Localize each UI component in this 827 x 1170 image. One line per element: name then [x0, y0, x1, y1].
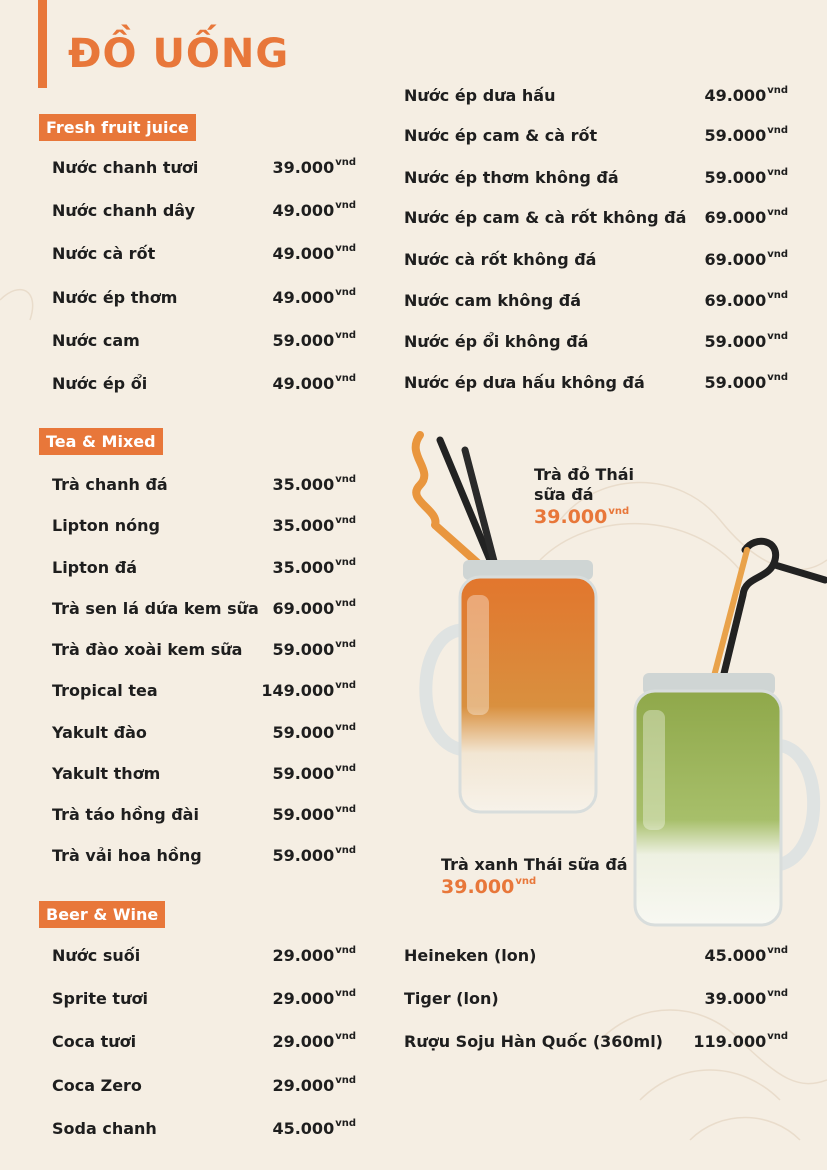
menu-item — [404, 1028, 788, 1056]
item-name: Trà vải hoa hồng — [52, 846, 202, 865]
item-price: $49.000^{vnd}$ — [272, 373, 356, 393]
menu-item — [404, 328, 788, 356]
item-price: $69.000^{vnd}$ — [704, 249, 788, 269]
item-name: Nước ép ổi không đá — [404, 332, 589, 351]
menu-item — [52, 760, 356, 788]
item-price: $59.000^{vnd}$ — [272, 845, 356, 865]
item-price: $29.000^{vnd}$ — [272, 945, 356, 965]
menu-item — [404, 246, 788, 274]
promo-green-thai-tea — [441, 855, 628, 899]
item-price: $59.000^{vnd}$ — [272, 763, 356, 783]
item-price: $59.000^{vnd}$ — [272, 804, 356, 824]
item-price: $59.000^{vnd}$ — [704, 331, 788, 351]
item-name: Soda chanh — [52, 1119, 157, 1138]
item-price: $149.000^{vnd}$ — [261, 680, 356, 700]
menu-item — [404, 164, 788, 192]
item-name: Rượu Soju Hàn Quốc (360ml) — [404, 1032, 663, 1051]
promo-price: $39.000^{vnd}$ — [441, 876, 537, 898]
menu-item — [52, 197, 356, 225]
item-name: Nước suối — [52, 946, 141, 965]
item-price: $49.000^{vnd}$ — [272, 287, 356, 307]
title-accent-bar — [38, 0, 47, 88]
item-price: $59.000^{vnd}$ — [272, 330, 356, 350]
item-name: Trà đào xoài kem sữa — [52, 640, 243, 659]
menu-item — [404, 204, 788, 232]
menu-item — [52, 284, 356, 312]
item-name: Yakult thơm — [52, 764, 161, 783]
menu-item — [52, 595, 356, 623]
item-price: $119.000^{vnd}$ — [693, 1031, 788, 1051]
menu-item — [52, 471, 356, 499]
menu-item — [52, 512, 356, 540]
item-name: Yakult đào — [52, 723, 147, 742]
item-price: $29.000^{vnd}$ — [272, 1031, 356, 1051]
promo-name: Trà đỏ Thái — [534, 465, 635, 484]
item-price: $39.000^{vnd}$ — [272, 157, 356, 177]
menu-item — [52, 327, 356, 355]
item-price: $35.000^{vnd}$ — [272, 515, 356, 535]
menu-item — [52, 801, 356, 829]
item-price: $39.000^{vnd}$ — [704, 988, 788, 1008]
menu-item — [404, 122, 788, 150]
item-price: $59.000^{vnd}$ — [704, 125, 788, 145]
item-name: Nước ép dưa hấu không đá — [404, 373, 645, 392]
item-price: $35.000^{vnd}$ — [272, 557, 356, 577]
menu-item — [52, 1115, 356, 1143]
item-price: $49.000^{vnd}$ — [272, 243, 356, 263]
item-price: $59.000^{vnd}$ — [704, 372, 788, 392]
section-badge-tea-mixed: Tea & Mixed — [39, 428, 163, 455]
item-price: $59.000^{vnd}$ — [272, 722, 356, 742]
item-name: Nước ép thơm không đá — [404, 168, 619, 187]
item-name: Tiger (lon) — [404, 989, 499, 1008]
item-name: Nước cà rốt — [52, 244, 156, 263]
item-price: $59.000^{vnd}$ — [704, 167, 788, 187]
item-name: Trà sen lá dứa kem sữa — [52, 599, 259, 618]
item-price: $45.000^{vnd}$ — [272, 1118, 356, 1138]
menu-item — [52, 370, 356, 398]
item-name: Sprite tươi — [52, 989, 148, 1008]
section-badge-fresh-fruit-juice: Fresh fruit juice — [39, 114, 196, 141]
promo-red-thai-tea — [534, 465, 634, 529]
menu-item — [52, 240, 356, 268]
menu-item — [52, 1072, 356, 1100]
item-price: $69.000^{vnd}$ — [272, 598, 356, 618]
page-title: ĐỒ UỐNG — [68, 31, 290, 77]
menu-item — [404, 369, 788, 397]
item-price: $69.000^{vnd}$ — [704, 290, 788, 310]
menu-item — [404, 985, 788, 1013]
item-name: Nước cam — [52, 331, 140, 350]
item-name: Trà chanh đá — [52, 475, 168, 494]
menu-item — [404, 942, 788, 970]
menu-item — [52, 677, 356, 705]
item-price: $69.000^{vnd}$ — [704, 207, 788, 227]
item-name: Lipton nóng — [52, 516, 160, 535]
item-name: Nước chanh dây — [52, 201, 196, 220]
menu-item — [52, 942, 356, 970]
menu-item — [52, 554, 356, 582]
item-name: Trà táo hồng đài — [52, 805, 199, 824]
item-price: $29.000^{vnd}$ — [272, 1075, 356, 1095]
menu-item — [52, 985, 356, 1013]
promo-name-line2: sữa đá — [534, 485, 594, 504]
promo-price: $39.000^{vnd}$ — [534, 506, 630, 528]
menu-item — [52, 1028, 356, 1056]
item-name: Nước chanh tươi — [52, 158, 199, 177]
item-name: Nước cà rốt không đá — [404, 250, 597, 269]
item-name: Nước ép thơm — [52, 288, 178, 307]
item-name: Nước cam không đá — [404, 291, 582, 310]
item-name: Lipton đá — [52, 558, 137, 577]
item-price: $49.000^{vnd}$ — [704, 85, 788, 105]
menu-item — [404, 287, 788, 315]
item-name: Nước ép dưa hấu — [404, 86, 556, 105]
item-name: Tropical tea — [52, 681, 158, 700]
item-price: $29.000^{vnd}$ — [272, 988, 356, 1008]
menu-item — [52, 842, 356, 870]
menu-item — [52, 719, 356, 747]
item-name: Coca tươi — [52, 1032, 137, 1051]
menu-item — [52, 636, 356, 664]
promo-name: Trà xanh Thái sữa đá — [441, 855, 628, 874]
menu-item — [52, 154, 356, 182]
item-price: $45.000^{vnd}$ — [704, 945, 788, 965]
item-price: $59.000^{vnd}$ — [272, 639, 356, 659]
item-name: Nước ép cam & cà rốt không đá — [404, 208, 687, 227]
thai-green-milk-tea-jar — [635, 541, 825, 925]
item-price: $49.000^{vnd}$ — [272, 200, 356, 220]
item-name: Nước ép cam & cà rốt — [404, 126, 598, 145]
item-name: Heineken (lon) — [404, 946, 537, 965]
section-badge-beer-wine: Beer & Wine — [39, 901, 165, 928]
item-name: Nước ép ổi — [52, 374, 148, 393]
item-name: Coca Zero — [52, 1076, 142, 1095]
item-price: $35.000^{vnd}$ — [272, 474, 356, 494]
menu-item — [404, 82, 788, 110]
